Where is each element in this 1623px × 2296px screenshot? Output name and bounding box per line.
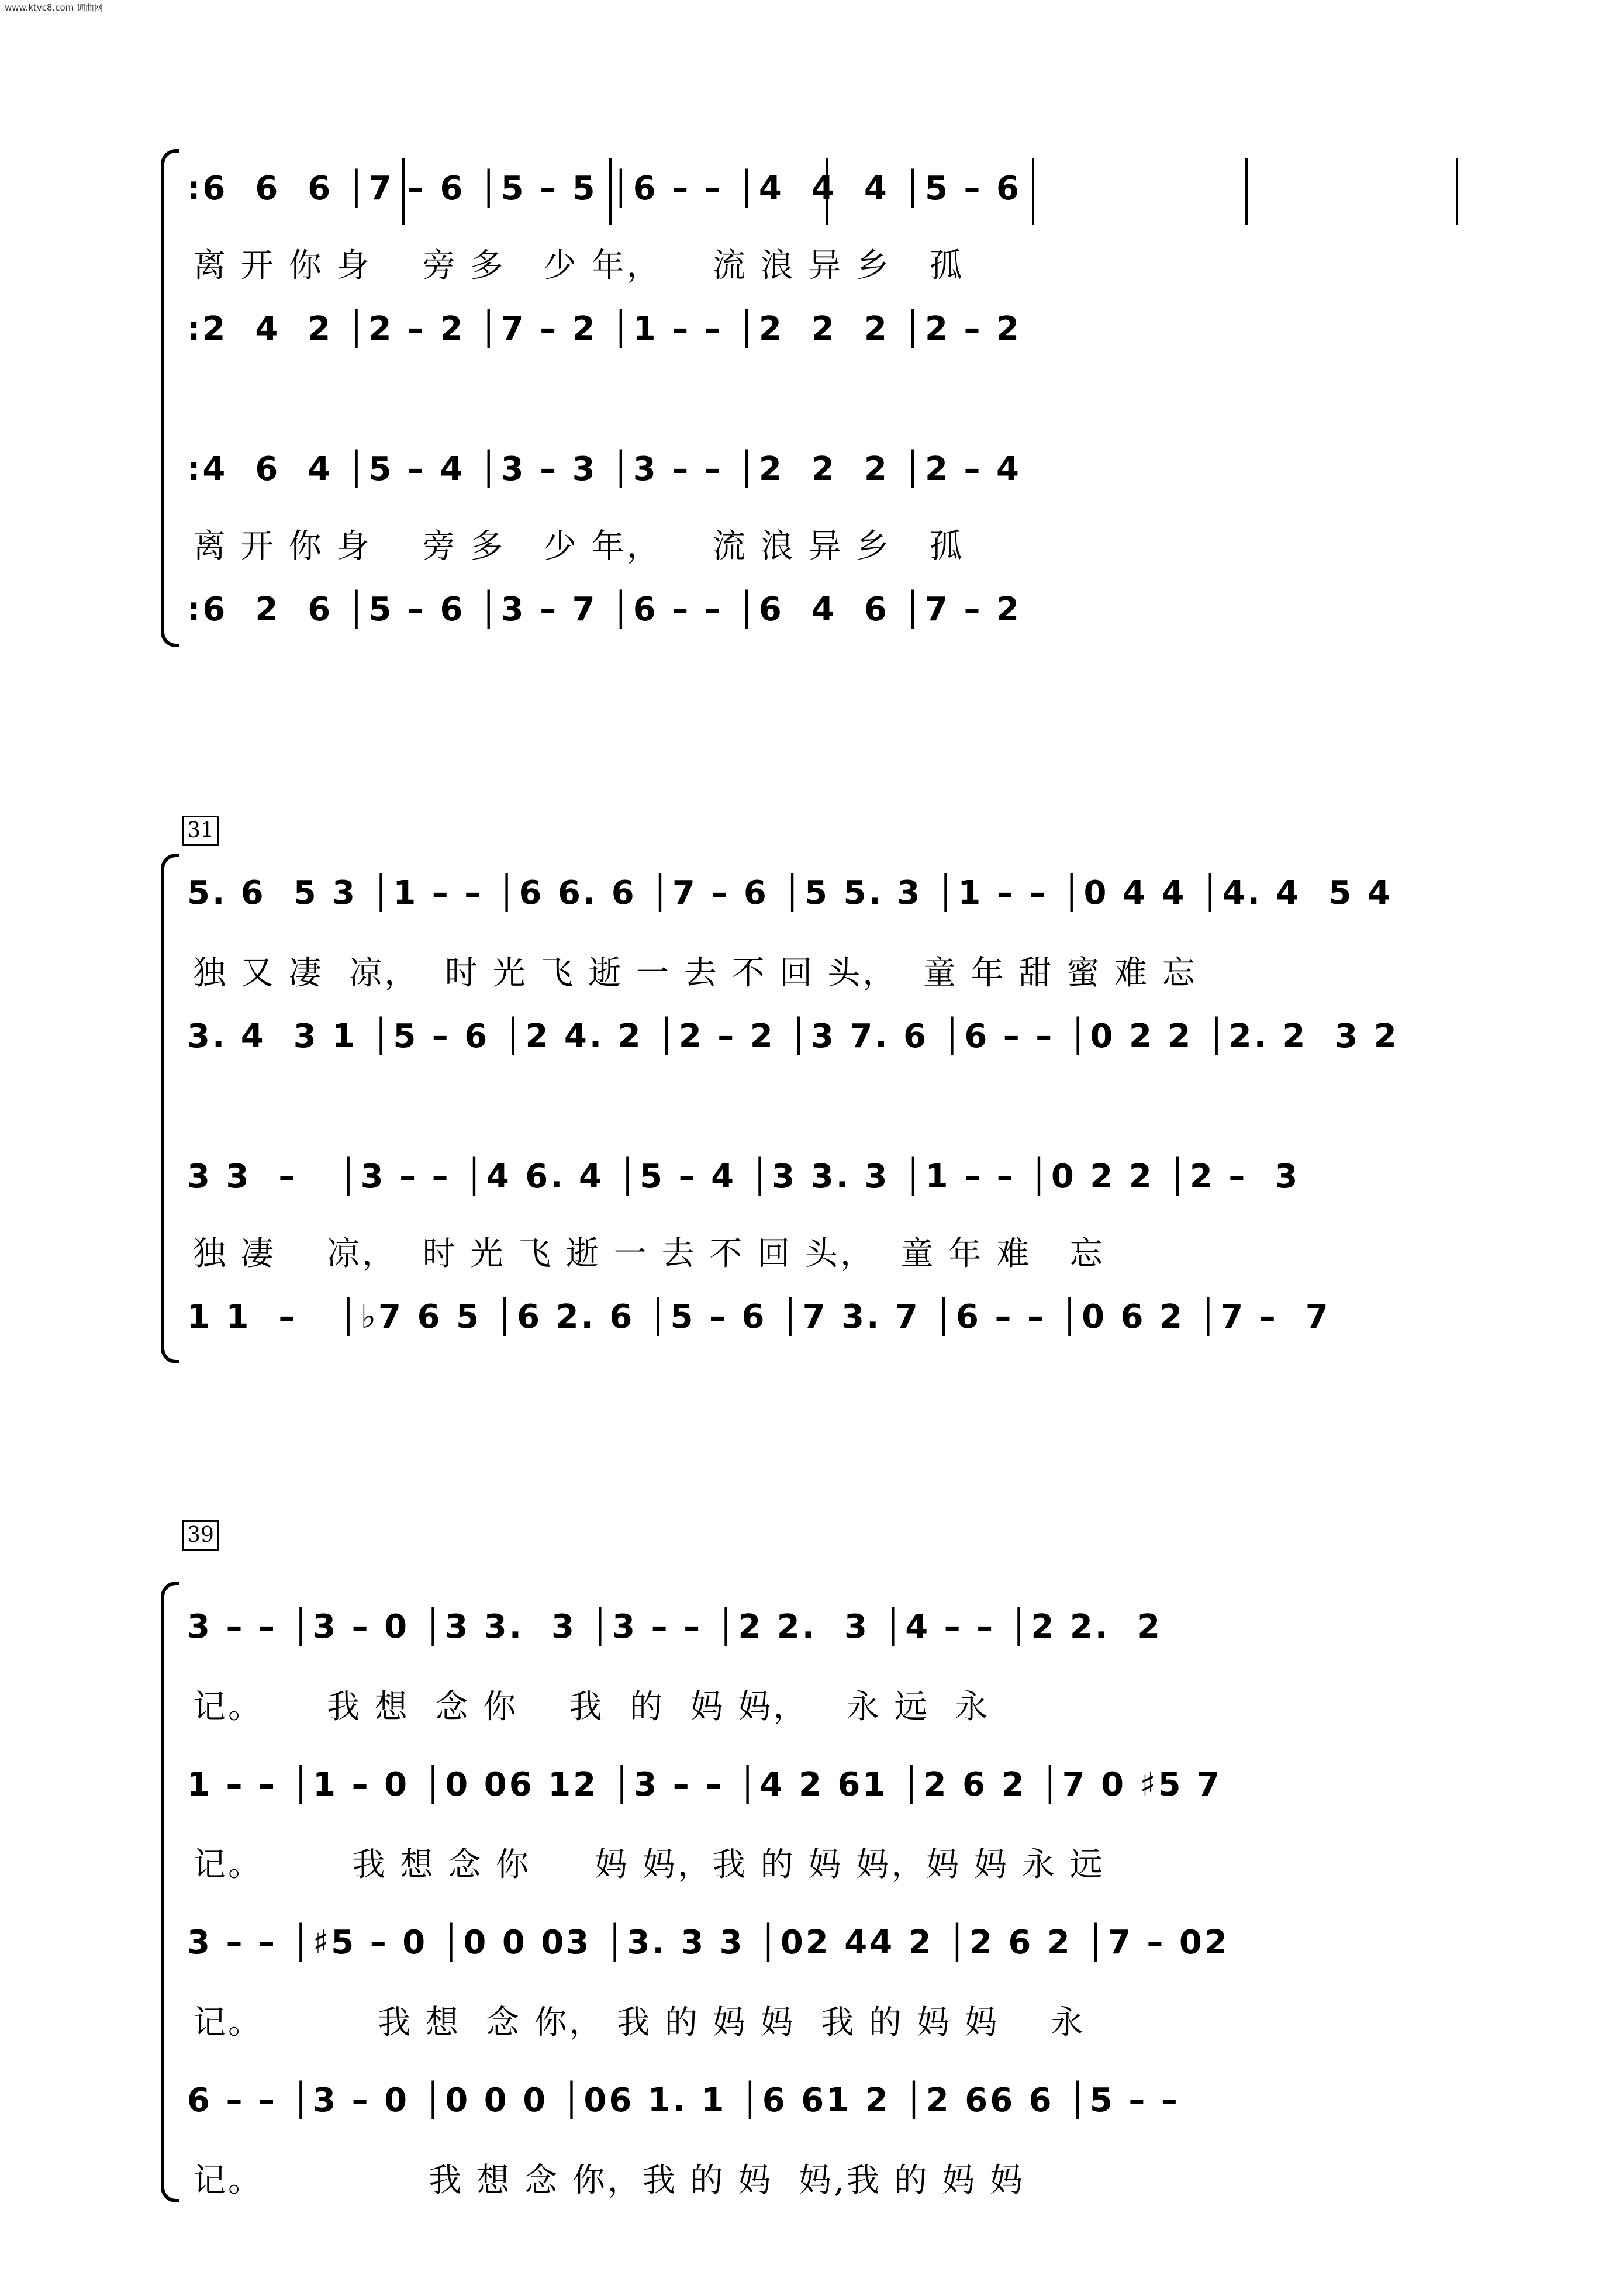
lyrics-row: 记。 我 想 念 你， 我 的 妈 妈 我 的 妈 妈 永 [193,2004,1086,2042]
notes-row: :4 6 4 │5 – 4 │3 – 3 │3 – – │2 2 2 │2 – 4 [187,450,1021,488]
lyrics-row: 离 开 你 身 旁 多 少 年， 流 浪 异 乡 孤 [193,247,965,285]
lyrics-row: 记。 我 想 念 你，我 的 妈 妈,我 的 妈 妈 [193,2162,1025,2200]
notes-row: 3 3 – │3 – – │4 6. 4 │5 – 4 │3 3. 3 │1 – – │0 2 2 │2 – 3 [187,1158,1300,1196]
measure-number: 31 [182,816,219,846]
notes-row: 3 – – │♯5 – 0 │0 0 03 │3. 3 3 │02 44 2 │2 6 2 │7 – 02 [187,1924,1230,1962]
system-brace [161,1582,179,2202]
notes-row: 1 1 – │♭7 6 5 │6 2. 6 │5 – 6 │7 3. 7 │6 – – │0 6 2 │7 – 7 [187,1298,1331,1336]
notes-row: 1 – – │1 – 0 │0 06 12 │3 – – │4 2 61 │2 6 2 │7 0 ♯5 7 [187,1766,1223,1804]
notes-row: 5. 6 5 3 │1 – – │6 6. 6 │7 – 6 │5 5. 3 │1 – – │0 4 4 │4. 4 5 4 [187,874,1393,912]
measure-number: 39 [182,1520,219,1551]
system-brace [161,149,179,647]
notes-row: :6 6 6 │7 – 6 │5 – 5 │6 – – │4 4 4 │5 – 6 [187,170,1021,208]
site-watermark: www.ktvc8.com 词曲网 [5,2,103,13]
notes-row: :6 2 6 │5 – 6 │3 – 7 │6 – – │6 4 6 │7 – 2 [187,591,1021,629]
notes-row: 3. 4 3 1 │5 – 6 │2 4. 2 │2 – 2 │3 7. 6 │6 – – │0 2 2 │2. 2 3 2 [187,1017,1399,1055]
notes-row: 6 – – │3 – 0 │0 0 0 │06 1. 1 │6 61 2 │2 66 6 │5 – – [187,2081,1180,2119]
notes-row: 3 – – │3 – 0 │3 3. 3 │3 – – │2 2. 3 │4 – – │2 2. 2 [187,1608,1163,1646]
system-brace [161,854,179,1363]
lyrics-row: 记。 我 想 念 你 我 的 妈 妈， 永 远 永 [193,1688,990,1726]
lyrics-row: 记。 我 想 念 你 妈 妈，我 的 妈 妈，妈 妈 永 远 [193,1846,1105,1884]
notes-row: :2 4 2 │2 – 2 │7 – 2 │1 – – │2 2 2 │2 – 2 [187,310,1021,348]
lyrics-row: 独 又 凄 凉， 时 光 飞 逝 一 去 不 回 头， 童 年 甜 蜜 难 忘 [193,954,1197,992]
lyrics-row: 独 凄 凉， 时 光 飞 逝 一 去 不 回 头， 童 年 难 忘 [193,1235,1105,1273]
lyrics-row: 离 开 你 身 旁 多 少 年， 流 浪 异 乡 孤 [193,527,965,565]
